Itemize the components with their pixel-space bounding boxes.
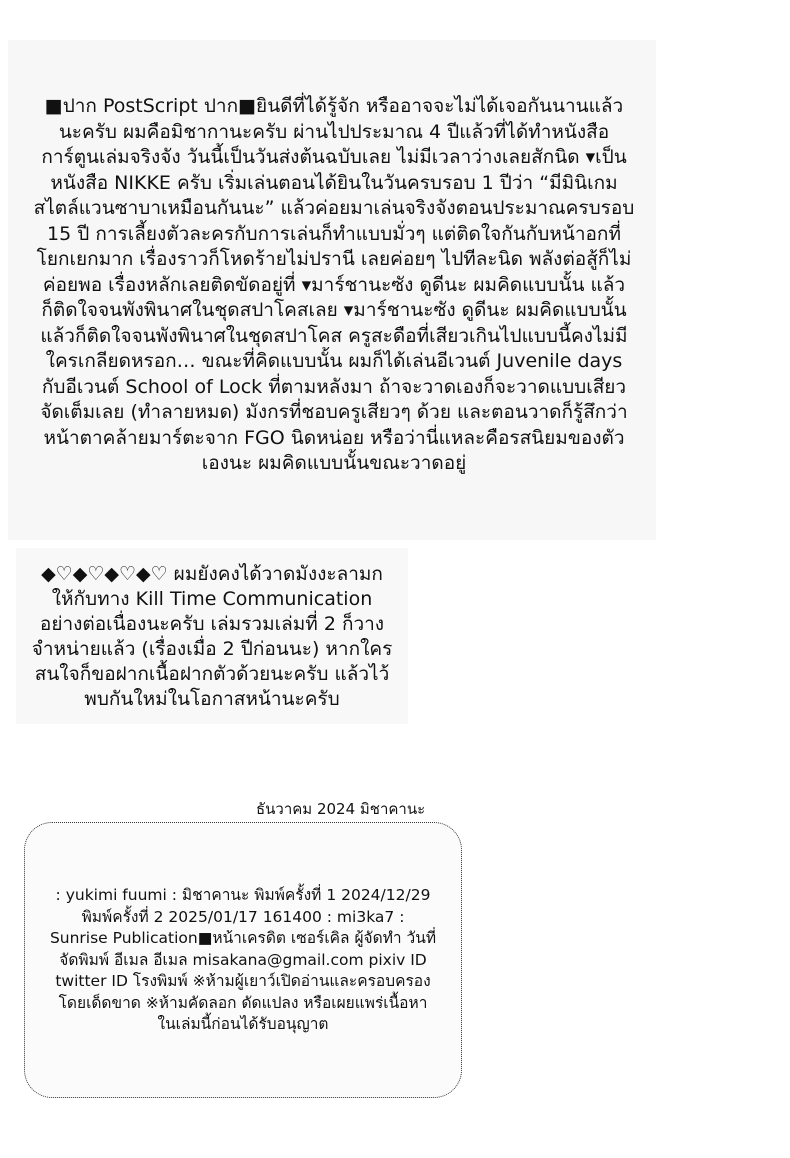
colophon-line: จัดพิมพ์ อีเมล อีเมล misakana@gmail.com pixiv ID <box>59 950 427 969</box>
afterword-line: หน้าตาคล้ายมาร์ตะจาก FGO นิดหน่อย หรือว่านี่แหละคือรสนิยมของตัว <box>43 426 625 449</box>
notice-panel <box>16 548 408 724</box>
afterword-line: ■ปาก PostScript ปาก■ยินดีที่ได้รู้จัก หรืออาจจะไม่ได้เจอกันนานแล้ว <box>44 95 624 117</box>
afterword-panel <box>8 40 656 540</box>
notice-line: จำหน่ายแล้ว (เรื่องเมื่อ 2 ปีก่อนนะ) หากใคร <box>31 638 393 660</box>
afterword-line: สไตล์แวนซาบาเหมือนกันนะ” แล้วค่อยมาเล่นจริงจังตอนประมาณครบรอบ <box>33 197 635 219</box>
colophon-box <box>24 822 462 1098</box>
afterword-line: 15 ปี การเลี้ยงตัวละครกับการเล่นก็ทำแบบมั่วๆ แต่ติดใจกันกับหน้าอกที่ <box>47 222 621 245</box>
afterword-line: โยกเยกมาก เรื่องราวก็โหดร้ายไม่ปรานี เลยค่อยๆ ไปทีละนิด พลังต่อสู้ก็ไม่ <box>36 248 632 270</box>
afterword-line: ก็ติดใจจนพังพินาศในชุดสปาโคสเลย ▾มาร์ชานะซัง ดูดีนะ ผมคิดแบบนั้น <box>41 299 627 321</box>
notice-line: ให้กับทาง Kill Time Communication <box>51 588 373 610</box>
afterword-line: แล้วก็ติดใจจนพังพินาศในชุดสปาโคส ครูสะดือที่เสียวเกินไปแบบนี้คงไม่มี <box>40 324 628 347</box>
signature-date: ธันวาคม 2024 มิชาคานะ <box>256 800 426 818</box>
colophon-line: ในเล่มนี้ก่อนได้รับอนุญาต <box>157 1015 329 1033</box>
afterword-text <box>14 94 654 477</box>
colophon-line: พิมพ์ครั้งที่ 2 2025/01/17 161400 : mi3ka7 : <box>81 907 405 926</box>
afterword-line: ค่อยพอ เรื่องหลักเลยติดขัดอยู่ที่ ▾มาร์ชานะซัง ดูดีนะ ผมคิดแบบนั้น แล้ว <box>42 273 626 296</box>
afterword-line: เองนะ ผมคิดแบบนั้นขณะวาดอยู่ <box>201 452 467 474</box>
notice-line: สนใจก็ขอฝากเนื้อฝากตัวด้วยนะครับ แล้วไว้ <box>34 663 390 685</box>
colophon-line: โดยเด็ดขาด ※ห้ามคัดลอก ดัดแปลง หรือเผยแพร่เนื้อหา <box>58 993 428 1012</box>
notice-line: พบกันใหม่ในโอกาสหน้านะครับ <box>84 688 340 710</box>
notice-line: อย่างต่อเนื่องนะครับ เล่มรวมเล่มที่ 2 ก็วาง <box>39 613 385 635</box>
afterword-line: การ์ตูนเล่มจริงจัง วันนี้เป็นวันส่งต้นฉบับเลย ไม่มีเวลาว่างเลยสักนิด ▾เป็น <box>41 146 627 168</box>
afterword-line: ใครเกลียดหรอก… ขณะที่คิดแบบนั้น ผมก็ได้เล่นอีเวนต์ Juvenile days <box>45 350 623 372</box>
afterword-line: จัดเต็มเลย (ทำลายหมด) มังกรที่ชอบครูเสียวๆ ด้วย และตอนวาดก็รู้สึกว่า <box>40 401 628 423</box>
afterword-line: กับอีเวนต์ School of Lock ที่ตามหลังมา ถ้าจะวาดเองก็จะวาดแบบเสียว <box>41 375 627 398</box>
notice-text <box>16 562 408 712</box>
colophon-line: : yukimi fuumi : มิชาคานะ พิมพ์ครั้งที่ 1 2024/12/29 <box>55 886 431 904</box>
notice-line: ◆♡◆♡◆♡◆♡ ผมยังคงได้วาดมังงะลามก <box>41 563 383 585</box>
afterword-line: หนังสือ NIKKE ครับ เริ่มเล่นตอนได้ยินในวันครบรอบ 1 ปีว่า “มีมินิเกม <box>50 171 618 194</box>
afterword-line: นะครับ ผมคือมิชากานะครับ ผ่านไปประมาณ 4 ปีแล้วที่ได้ทำหนังสือ <box>58 120 610 143</box>
colophon-text <box>25 885 461 1036</box>
colophon-line: Sunrise Publication■หน้าเครดิต เซอร์เคิล ผู้จัดทำ วันที่ <box>49 929 437 947</box>
colophon-line: twitter ID โรงพิมพ์ ※ห้ามผู้เยาว์เปิดอ่านและครอบครอง <box>55 972 431 990</box>
